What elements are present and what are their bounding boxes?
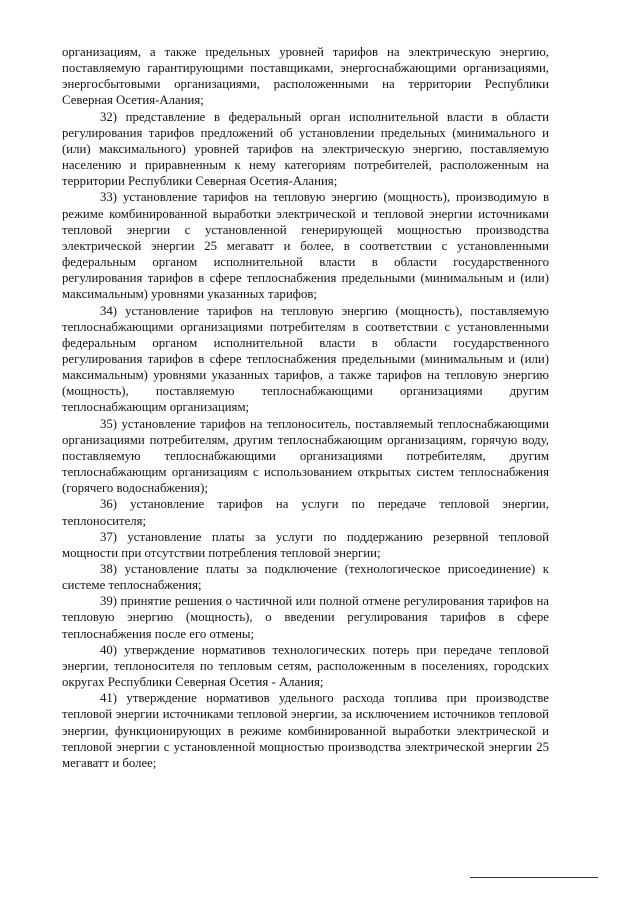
paragraph-item-33: 33) установление тарифов на тепловую энергию (мощность), производимую в режиме комбинированной выработки электрической и тепловой энергии источниками тепловой энергии с установленной генерирующей мощностью производства электрической энергии 25 мегаватт и более, в соответствии с установленными федеральным органом исполнительной власти в области государственного регулирования тарифов в сфере теплоснабжения предельными (минимальным и (или) максимальным) уровнями указанных тарифов;	[62, 190, 549, 302]
paragraph-item-35: 35) установление тарифов на теплоноситель, поставляемый теплоснабжающими организациями потребителям, другим теплоснабжающим организациям, горячую воду, поставляемую теплоснабжающими организациями потребителям, другим теплоснабжающим организациям с использованием открытых систем теплоснабжения (горячего водоснабжения);	[62, 416, 549, 496]
paragraph-item-32: 32) представление в федеральный орган исполнительной власти в области регулирования тарифов предложений об установлении предельных (минимального и (или) максимального) уровней тарифов на электрическую энергию, поставляемую населению и приравненным к нему категориям потребителей, расположенным на территории Республики Северная Осетия-Алания;	[62, 109, 549, 189]
paragraph-item-37: 37) установление платы за услуги по поддержанию резервной тепловой мощности при отсутствии потребления тепловой энергии;	[62, 529, 549, 560]
footer-rule	[470, 877, 598, 878]
paragraph-item-40: 40) утверждение нормативов технологических потерь при передаче тепловой энергии, теплоносителя по тепловым сетям, расположенным в поселениях, городских округах Республики Северная Осетия - Алания;	[62, 642, 549, 690]
paragraph-item-41: 41) утверждение нормативов удельного расхода топлива при производстве тепловой энергии источниками тепловой энергии, за исключением источников тепловой энергии, функционирующих в режиме комбинированной выработки электрической и тепловой энергии с установленной мощностью производства электрической энергии 25 мегаватт и более;	[62, 691, 549, 770]
paragraph-item-38: 38) установление платы за подключение (технологическое присоединение) к системе теплоснабжения;	[62, 562, 549, 593]
paragraph-item-34: 34) установление тарифов на тепловую энергию (мощность), поставляемую теплоснабжающими организациями потребителям в соответствии с установленными федеральным органом исполнительной власти в области государственного регулирования тарифов в сфере теплоснабжения предельными (минимальным и (или) максимальным) уровнями указанных тарифов, а также тарифов на тепловую энергию (мощность), поставляемую теплоснабжающими организациями другим теплоснабжающим организациям;	[62, 303, 549, 415]
paragraph-continuation: организациям, а также предельных уровней тарифов на электрическую энергию, поставляемую гарантирующими поставщиками, энергоснабжающими организациями, энергосбытовыми организациями, расположенными на территории Республики Северная Осетия-Алания;	[62, 45, 549, 108]
paragraph-item-39: 39) принятие решения о частичной или полной отмене регулирования тарифов на тепловую энергию (мощность), о введении регулирования тарифов в сфере теплоснабжения после его отмены;	[62, 594, 549, 641]
paragraph-item-36: 36) установление тарифов на услуги по передаче тепловой энергии, теплоносителя;	[62, 497, 549, 528]
document-page	[62, 44, 549, 771]
